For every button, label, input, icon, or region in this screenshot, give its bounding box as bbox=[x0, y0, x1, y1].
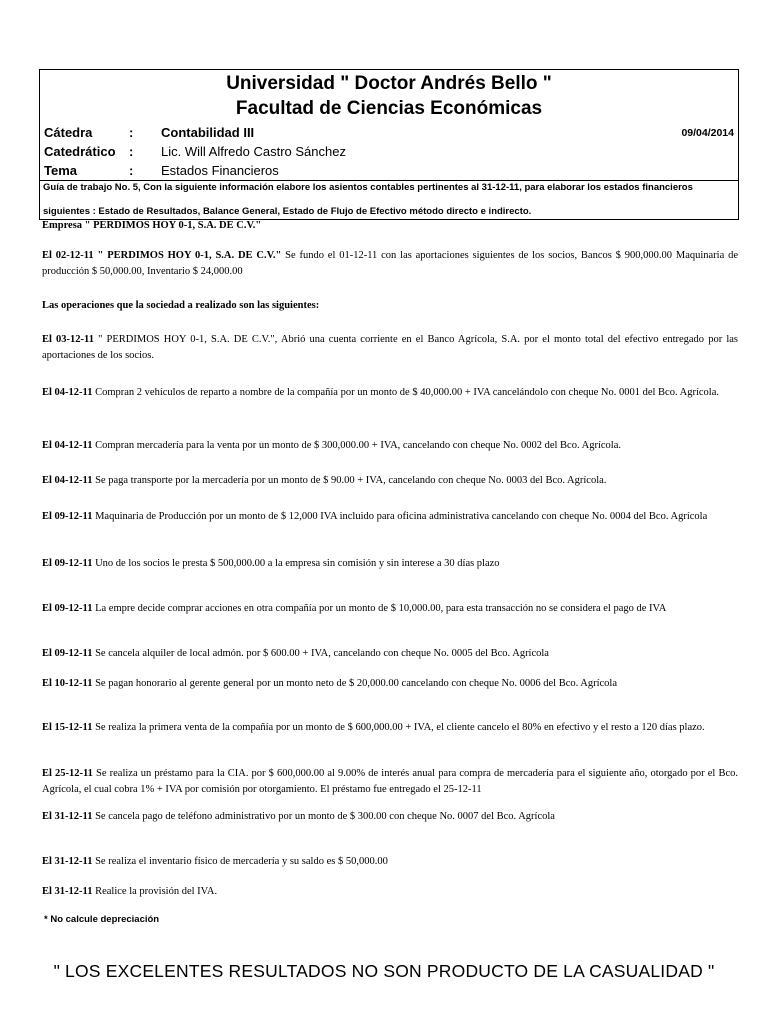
info-label: Catedrático bbox=[44, 144, 116, 159]
operation-item bbox=[42, 809, 738, 825]
info-label: Tema bbox=[44, 163, 77, 178]
operation-item bbox=[42, 766, 738, 798]
operations-heading: Las operaciones que la sociedad a realizado son las siguientes: bbox=[42, 300, 320, 311]
intro-paragraph bbox=[42, 248, 738, 280]
operation-text: La empre decide comprar acciones en otra compañía por un monto de $ 10,000.00, para esta transacción no se considera el pago de IVA bbox=[92, 603, 667, 614]
divider bbox=[40, 180, 738, 181]
info-value: Estados Financieros bbox=[161, 163, 279, 178]
note-depreciation: * No calcule depreciación bbox=[44, 914, 160, 925]
operation-item bbox=[42, 854, 738, 870]
operation-text: Se cancela alquiler de local admón. por $ 600.00 + IVA, cancelando con cheque No. 0005 del Bco. Agrícola bbox=[92, 648, 549, 659]
intro-date: El 02-12-11 bbox=[42, 250, 94, 261]
info-value: Lic. Will Alfredo Castro Sánchez bbox=[161, 144, 346, 159]
operation-date: El 31-12-11 bbox=[42, 856, 93, 867]
operation-date: El 04-12-11 bbox=[42, 440, 93, 451]
operation-text: Se realiza el inventario físico de mercadería y su saldo es $ 50,000.00 bbox=[92, 856, 388, 867]
operation-text: Se cancela pago de teléfono administrativo por un monto de $ 300.00 con cheque No. 0007 del Bco. Agrícola bbox=[92, 811, 555, 822]
operation-date: El 25-12-11 bbox=[42, 768, 93, 779]
operation-text: Maquinaria de Producción por un monto de $ 12,000 IVA incluido para oficina administrativa cancelando con cheque No. 0004 del Bco. Agrícola bbox=[92, 511, 708, 522]
operation-date: El 15-12-11 bbox=[42, 722, 93, 733]
company-name: Empresa " PERDIMOS HOY 0-1, S.A. DE C.V." bbox=[42, 220, 262, 231]
operation-text: Realice la provisión del IVA. bbox=[92, 886, 218, 897]
operation-item bbox=[42, 332, 738, 364]
operation-item bbox=[42, 601, 738, 617]
university-title: Universidad " Doctor Andrés Bello " bbox=[226, 73, 552, 94]
guide-text-line1: Guía de trabajo No. 5, Con la siguiente información elabore los asientos contables pertinentes al 31-12-11, para elaborar los estados financieros bbox=[43, 182, 693, 193]
operation-item bbox=[42, 646, 738, 662]
info-label: Cátedra bbox=[44, 125, 93, 140]
info-colon: : bbox=[129, 163, 134, 178]
operation-date: El 04-12-11 bbox=[42, 387, 93, 398]
footer-quote: " LOS EXCELENTES RESULTADOS NO SON PRODUCTO DE LA CASUALIDAD " bbox=[53, 961, 715, 981]
document-date: 09/04/2014 bbox=[681, 127, 734, 139]
faculty-title: Facultad de Ciencias Económicas bbox=[235, 98, 543, 119]
guide-text-line2: siguientes : Estado de Resultados, Balance General, Estado de Flujo de Efectivo método directo e indirecto. bbox=[43, 206, 532, 217]
operation-date: El 09-12-11 bbox=[42, 558, 93, 569]
intro-company: " PERDIMOS HOY 0-1, S.A. DE C.V." bbox=[93, 250, 282, 261]
operation-item bbox=[42, 556, 738, 572]
operation-date: El 09-12-11 bbox=[42, 603, 93, 614]
operation-text: Se pagan honorario al gerente general por un monto neto de $ 20,000.00 cancelando con cheque No. 0006 del Bco. Agrícola bbox=[92, 678, 618, 689]
operation-date: El 09-12-11 bbox=[42, 511, 93, 522]
operation-date: El 03-12-11 bbox=[42, 334, 94, 345]
operation-item bbox=[42, 385, 738, 401]
operation-text: Se paga transporte por la mercadería por un monto de $ 90.00 + IVA, cancelando con cheque No. 0003 del Bco. Agrícola. bbox=[92, 475, 607, 486]
operation-item bbox=[42, 676, 738, 692]
operation-item bbox=[42, 473, 738, 489]
operation-text: Uno de los socios le presta $ 500,000.00 a la empresa sin comisión y sin interese a 30 días plazo bbox=[92, 558, 500, 569]
operation-text: " PERDIMOS HOY 0-1, S.A. DE C.V.", Abrió una cuenta corriente en el Banco Agrícola, S.A. por el monto total del efectivo entregado por las aportaciones de los socios. bbox=[42, 334, 738, 361]
info-colon: : bbox=[129, 125, 134, 140]
intro-text: Se fundo el 01-12-11 con las aportaciones siguientes de los socios, Bancos $ 900,000.00 Maquinaria de producción $ 50,000.00, Inventario $ 24,000.00 bbox=[42, 250, 739, 277]
operation-date: El 04-12-11 bbox=[42, 475, 93, 486]
operation-text: Compran mercadería para la venta por un monto de $ 300,000.00 + IVA, cancelando con cheque No. 0002 del Bco. Agrícola. bbox=[92, 440, 621, 451]
operation-text: Se realiza la primera venta de la compañía por un monto de $ 600,000.00 + IVA, el cliente cancelo el 80% en efectivo y el resto a 120 días plazo. bbox=[92, 722, 705, 733]
operation-text: Compran 2 vehículos de reparto a nombre de la compañía por un monto de $ 40,000.00 + IVA cancelándolo con cheque No. 0001 del Bco. Agrícola. bbox=[92, 387, 719, 398]
operation-item bbox=[42, 884, 738, 900]
operation-item bbox=[42, 509, 738, 525]
operation-date: El 31-12-11 bbox=[42, 886, 93, 897]
operation-date: El 31-12-11 bbox=[42, 811, 93, 822]
operation-date: El 10-12-11 bbox=[42, 678, 93, 689]
operation-text: Se realiza un préstamo para la CIA. por $ 600,000.00 al 9.00% de interés anual para compra de mercadería para el siguiente año, otorgado por el Bco. Agrícola, el cual cobra 1% + IVA por comisión por otorgamiento. El préstamo fue entregado el 25-12-11 bbox=[42, 768, 738, 795]
operation-date: El 09-12-11 bbox=[42, 648, 93, 659]
info-colon: : bbox=[129, 144, 134, 159]
operation-item bbox=[42, 438, 738, 454]
operation-item bbox=[42, 720, 738, 736]
header-box bbox=[39, 69, 739, 220]
info-value: Contabilidad III bbox=[161, 125, 255, 140]
